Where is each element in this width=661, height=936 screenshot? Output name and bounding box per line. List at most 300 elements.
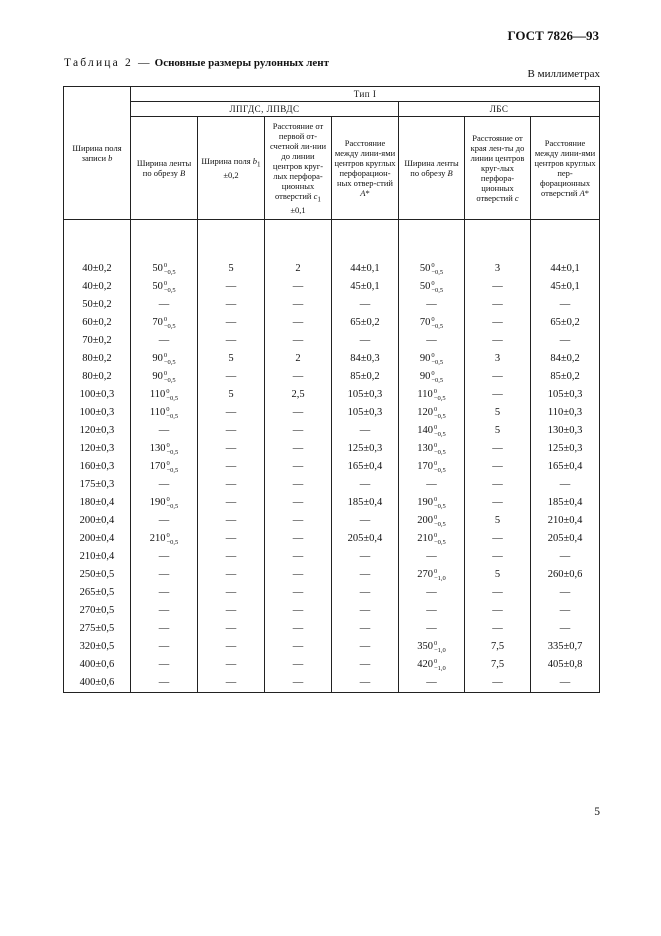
tolerance-lower: −0,5 xyxy=(163,376,176,384)
tolerance-upper: 0 xyxy=(166,496,170,504)
table-row xyxy=(64,494,600,512)
tolerance-upper: 0 xyxy=(431,316,435,324)
tolerance-limits xyxy=(431,281,443,294)
table-row xyxy=(64,350,600,368)
table-cell: 270±0,5 xyxy=(64,602,131,620)
header-col-tape-width-lbs: Ширина ленты по обрезу B xyxy=(399,117,465,220)
table-cell: — xyxy=(531,674,600,693)
table-cell: — xyxy=(465,674,531,693)
table-cell: 5 xyxy=(465,404,531,422)
table-cell: — xyxy=(265,296,332,314)
tape-dimensions-table xyxy=(63,86,600,693)
tolerance-lower: −0,5 xyxy=(431,268,444,276)
table-cell xyxy=(399,566,465,584)
tolerance-upper: 0 xyxy=(433,640,438,648)
tolerance-lower: −0,5 xyxy=(166,394,179,402)
table-cell: 400±0,6 xyxy=(64,674,131,693)
tolerance-value: 50 xyxy=(152,281,163,292)
table-cell: 175±0,3 xyxy=(64,476,131,494)
table-cell: — xyxy=(265,476,332,494)
tolerance-upper: 0 xyxy=(163,316,168,324)
table-cell: — xyxy=(131,566,198,584)
table-cell: 65±0,2 xyxy=(332,314,399,332)
table-cell xyxy=(399,494,465,512)
table-cell: 5 xyxy=(465,566,531,584)
table-cell: — xyxy=(131,656,198,674)
table-cell: 5 xyxy=(198,386,265,404)
tolerance-limits xyxy=(166,461,178,474)
table-row xyxy=(64,422,600,440)
tolerance-lower: −0,5 xyxy=(163,322,176,330)
table-row xyxy=(64,602,600,620)
tolerance-lower: −0,5 xyxy=(433,448,446,456)
tolerance-lower: −0,5 xyxy=(433,394,446,402)
tolerance-limits xyxy=(434,443,446,456)
tolerance-limits xyxy=(166,407,178,420)
table-row xyxy=(64,674,600,693)
table-cell: — xyxy=(265,494,332,512)
table-cell: — xyxy=(399,620,465,638)
table-cell: — xyxy=(465,332,531,350)
table-cell xyxy=(399,278,465,296)
table-cell: — xyxy=(399,476,465,494)
table-cell: — xyxy=(332,512,399,530)
header-group-lpgds: ЛПГДС, ЛПВДС xyxy=(131,102,399,117)
table-cell: 275±0,5 xyxy=(64,620,131,638)
table-cell xyxy=(399,368,465,386)
tolerance-limits xyxy=(431,353,443,366)
table-cell: — xyxy=(265,656,332,674)
tolerance-upper: 0 xyxy=(163,262,168,270)
table-cell: — xyxy=(198,674,265,693)
table-cell: — xyxy=(265,422,332,440)
table-cell xyxy=(399,530,465,548)
table-cell: — xyxy=(465,584,531,602)
table-cell: — xyxy=(265,458,332,476)
table-cell: — xyxy=(265,602,332,620)
tolerance-lower: −0,5 xyxy=(163,286,176,294)
table-cell: 125±0,3 xyxy=(332,440,399,458)
table-cell: — xyxy=(332,332,399,350)
table-cell: — xyxy=(399,548,465,566)
table-cell: — xyxy=(465,368,531,386)
tolerance-value: 210 xyxy=(417,533,433,544)
table-cell: 3 xyxy=(465,350,531,368)
table-cell: 185±0,4 xyxy=(332,494,399,512)
table-cell: 5 xyxy=(465,422,531,440)
table-cell: — xyxy=(198,530,265,548)
tolerance-upper: 0 xyxy=(433,568,438,576)
table-cell: 5 xyxy=(198,260,265,278)
table-cell: 50±0,2 xyxy=(64,296,131,314)
tolerance-lower: −0,5 xyxy=(431,358,444,366)
header-col-distance-a-lbs: Расстояние между лини-ями центров круглых пер-форационных отверстий A* xyxy=(531,117,600,220)
table-cell: 7,5 xyxy=(465,656,531,674)
table-cell: — xyxy=(265,368,332,386)
table-cell: 105±0,3 xyxy=(332,404,399,422)
table-cell: — xyxy=(265,512,332,530)
table-cell: — xyxy=(131,476,198,494)
table-cell xyxy=(131,386,198,404)
table-cell: 110±0,3 xyxy=(531,404,600,422)
header-col-field-width: Ширина поля $b_1 \pm 0,2$ xyxy=(198,117,265,220)
document-code: ГОСТ 7826—93 xyxy=(507,28,599,43)
tolerance-lower: −1,0 xyxy=(433,574,446,582)
table-cell: 45±0,1 xyxy=(332,278,399,296)
table-cell: — xyxy=(465,494,531,512)
table-cell xyxy=(399,404,465,422)
table-cell xyxy=(399,422,465,440)
table-cell: — xyxy=(198,620,265,638)
table-cell: — xyxy=(131,620,198,638)
table-cell: — xyxy=(198,494,265,512)
table-cell: — xyxy=(332,638,399,656)
table-row xyxy=(64,332,600,350)
table-cell: 105±0,3 xyxy=(531,386,600,404)
tolerance-lower: −0,5 xyxy=(166,412,179,420)
table-cell: — xyxy=(198,314,265,332)
table-cell: — xyxy=(198,332,265,350)
tolerance-value: 170 xyxy=(417,461,433,472)
table-cell: — xyxy=(465,476,531,494)
table-cell: 2,5 xyxy=(265,386,332,404)
tolerance-lower: −0,5 xyxy=(433,430,446,438)
table-row xyxy=(64,566,600,584)
table-cell: — xyxy=(265,278,332,296)
table-row xyxy=(64,296,600,314)
table-cell: 120±0,3 xyxy=(64,440,131,458)
table-cell: — xyxy=(198,422,265,440)
table-row xyxy=(64,620,600,638)
table-cell: 100±0,3 xyxy=(64,404,131,422)
tolerance-upper: 0 xyxy=(166,406,170,414)
table-cell xyxy=(399,260,465,278)
tolerance-lower: −0,5 xyxy=(166,538,179,546)
tolerance-upper: 0 xyxy=(431,262,435,270)
tolerance-value: 110 xyxy=(149,389,166,400)
table-cell xyxy=(131,530,198,548)
table-cell: 120±0,3 xyxy=(64,422,131,440)
table-cell xyxy=(131,404,198,422)
table-cell: — xyxy=(265,332,332,350)
table-cell: — xyxy=(531,548,600,566)
tolerance-lower: −1,0 xyxy=(433,664,446,672)
table-cell: — xyxy=(332,548,399,566)
table-cell: 85±0,2 xyxy=(531,368,600,386)
tolerance-limits xyxy=(434,533,446,546)
header-type: Тип I xyxy=(131,87,600,102)
table-cell: — xyxy=(465,440,531,458)
table-cell: 210±0,4 xyxy=(531,512,600,530)
tolerance-upper: 0 xyxy=(431,370,435,378)
table-cell: 185±0,4 xyxy=(531,494,600,512)
table-cell: — xyxy=(399,332,465,350)
table-cell: 5 xyxy=(465,512,531,530)
table-body xyxy=(64,220,600,693)
table-cell: — xyxy=(332,422,399,440)
table-cell xyxy=(399,314,465,332)
table-cell xyxy=(399,458,465,476)
table-cell: 200±0,4 xyxy=(64,512,131,530)
tolerance-limits xyxy=(166,533,178,546)
table-cell: — xyxy=(465,458,531,476)
table-cell: 3 xyxy=(465,260,531,278)
table-cell: 2 xyxy=(265,260,332,278)
table-row xyxy=(64,458,600,476)
table-row xyxy=(64,476,600,494)
table-cell: — xyxy=(198,548,265,566)
table-cell: — xyxy=(465,314,531,332)
tolerance-limits xyxy=(434,515,446,528)
table-cell: 84±0,3 xyxy=(332,350,399,368)
table-cell: — xyxy=(332,566,399,584)
table-cell xyxy=(131,440,198,458)
table-cell: 44±0,1 xyxy=(332,260,399,278)
tolerance-value: 140 xyxy=(417,425,433,436)
tolerance-limits xyxy=(166,497,178,510)
tolerance-limits xyxy=(431,371,443,384)
table-cell: 205±0,4 xyxy=(332,530,399,548)
table-cell: 7,5 xyxy=(465,638,531,656)
table-cell: 65±0,2 xyxy=(531,314,600,332)
tolerance-lower: −0,5 xyxy=(166,466,179,474)
tolerance-value: 90 xyxy=(419,371,431,382)
table-row xyxy=(64,314,600,332)
tolerance-value: 120 xyxy=(417,407,433,418)
tolerance-value: 110 xyxy=(417,389,433,400)
tolerance-lower: −1,0 xyxy=(433,646,446,654)
table-cell: — xyxy=(465,296,531,314)
tolerance-value: 110 xyxy=(149,407,166,418)
tolerance-upper: 0 xyxy=(431,352,435,360)
table-cell xyxy=(131,314,198,332)
table-cell: — xyxy=(131,422,198,440)
tolerance-limits xyxy=(164,281,176,294)
table-cell: 125±0,3 xyxy=(531,440,600,458)
table-cell: 400±0,6 xyxy=(64,656,131,674)
table-cell: — xyxy=(198,476,265,494)
tolerance-lower: −0,5 xyxy=(431,376,444,384)
table-cell: 180±0,4 xyxy=(64,494,131,512)
tolerance-upper: 0 xyxy=(163,352,168,360)
table-cell: 2 xyxy=(265,350,332,368)
tolerance-limits xyxy=(164,353,176,366)
table-cell: 44±0,1 xyxy=(531,260,600,278)
tolerance-lower: −0,5 xyxy=(433,466,446,474)
table-cell xyxy=(131,494,198,512)
tolerance-limits xyxy=(431,317,443,330)
tolerance-value: 70 xyxy=(419,317,431,328)
header-group-lbs: ЛБС xyxy=(399,102,600,117)
table-cell: — xyxy=(265,314,332,332)
tolerance-limits xyxy=(434,641,446,654)
table-row xyxy=(64,260,600,278)
table-cell: 265±0,5 xyxy=(64,584,131,602)
table-cell: — xyxy=(265,440,332,458)
table-cell: — xyxy=(131,296,198,314)
tolerance-upper: 0 xyxy=(163,370,168,378)
table-cell: 105±0,3 xyxy=(332,386,399,404)
tolerance-value: 90 xyxy=(419,353,431,364)
table-cell: — xyxy=(198,440,265,458)
table-cell: — xyxy=(399,296,465,314)
table-cell xyxy=(131,368,198,386)
table-cell: — xyxy=(198,638,265,656)
table-cell: — xyxy=(265,620,332,638)
table-cell: — xyxy=(465,602,531,620)
table-cell: — xyxy=(131,548,198,566)
table-cell: 165±0,4 xyxy=(531,458,600,476)
table-cell: — xyxy=(265,566,332,584)
table-cell: — xyxy=(198,368,265,386)
table-cell: — xyxy=(332,584,399,602)
table-cell: — xyxy=(131,638,198,656)
table-row xyxy=(64,656,600,674)
table-cell xyxy=(399,440,465,458)
tolerance-upper: 0 xyxy=(433,406,438,414)
table-cell: — xyxy=(131,332,198,350)
table-cell: — xyxy=(531,602,600,620)
page-number: 5 xyxy=(594,806,600,818)
table-row xyxy=(64,584,600,602)
table-cell xyxy=(399,512,465,530)
tolerance-value: 70 xyxy=(152,317,163,328)
table-cell: — xyxy=(465,530,531,548)
table-cell: — xyxy=(399,674,465,693)
table-cell xyxy=(399,350,465,368)
table-cell: — xyxy=(399,602,465,620)
tolerance-upper: 0 xyxy=(163,280,168,288)
table-cell: — xyxy=(198,584,265,602)
table-cell: — xyxy=(531,476,600,494)
tolerance-lower: −0,5 xyxy=(433,520,446,528)
table-cell: — xyxy=(332,296,399,314)
table-cell: 250±0,5 xyxy=(64,566,131,584)
table-cell: — xyxy=(531,296,600,314)
table-cell: 320±0,5 xyxy=(64,638,131,656)
table-cell: — xyxy=(531,620,600,638)
table-cell: — xyxy=(465,620,531,638)
tolerance-value: 130 xyxy=(417,443,433,454)
tolerance-upper: 0 xyxy=(166,460,170,468)
table-row xyxy=(64,512,600,530)
table-cell: 100±0,3 xyxy=(64,386,131,404)
tolerance-value: 270 xyxy=(417,569,433,580)
tolerance-limits xyxy=(434,569,446,582)
table-cell: 5 xyxy=(198,350,265,368)
table-row xyxy=(64,278,600,296)
tolerance-upper: 0 xyxy=(166,388,170,396)
table-cell xyxy=(131,350,198,368)
table-cell: 260±0,6 xyxy=(531,566,600,584)
tolerance-lower: −0,5 xyxy=(166,448,179,456)
tolerance-limits xyxy=(166,389,178,402)
table-cell: — xyxy=(265,638,332,656)
tolerance-value: 90 xyxy=(152,371,163,382)
tolerance-lower: −0,5 xyxy=(166,502,179,510)
tolerance-upper: 0 xyxy=(433,424,438,432)
tolerance-value: 420 xyxy=(417,659,433,670)
table-cell: — xyxy=(198,458,265,476)
tolerance-value: 90 xyxy=(152,353,163,364)
tolerance-limits xyxy=(434,659,446,672)
tolerance-limits xyxy=(434,389,446,402)
table-cell: 210±0,4 xyxy=(64,548,131,566)
table-cell: 80±0,2 xyxy=(64,350,131,368)
table-cell: — xyxy=(465,278,531,296)
table-cell: — xyxy=(198,566,265,584)
tolerance-limits xyxy=(434,497,446,510)
tolerance-value: 170 xyxy=(149,461,166,472)
table-cell: 160±0,3 xyxy=(64,458,131,476)
table-cell: — xyxy=(198,602,265,620)
table-row xyxy=(64,440,600,458)
tolerance-lower: −0,5 xyxy=(163,268,176,276)
tolerance-upper: 0 xyxy=(433,658,438,666)
tolerance-value: 190 xyxy=(417,497,433,508)
tolerance-upper: 0 xyxy=(433,532,438,540)
table-cell: — xyxy=(265,674,332,693)
header-record-field-width: Ширина поля записи b xyxy=(64,87,131,220)
table-cell: 80±0,2 xyxy=(64,368,131,386)
tolerance-lower: −0,5 xyxy=(431,286,444,294)
units-note: В миллиметрах xyxy=(527,68,600,80)
table-cell: 335±0,7 xyxy=(531,638,600,656)
tolerance-limits xyxy=(164,263,176,276)
table-spacer-row xyxy=(64,220,600,261)
tolerance-lower: −0,5 xyxy=(433,538,446,546)
tolerance-limits xyxy=(431,263,443,276)
table-cell: — xyxy=(332,476,399,494)
tolerance-lower: −0,5 xyxy=(433,412,446,420)
table-cell: — xyxy=(198,512,265,530)
table-cell xyxy=(131,458,198,476)
table-cell: — xyxy=(131,512,198,530)
tolerance-upper: 0 xyxy=(433,460,438,468)
table-cell: 205±0,4 xyxy=(531,530,600,548)
table-cell: 405±0,8 xyxy=(531,656,600,674)
table-cell: — xyxy=(265,530,332,548)
table-cell: 45±0,1 xyxy=(531,278,600,296)
table-cell: — xyxy=(198,404,265,422)
table-row xyxy=(64,386,600,404)
tolerance-limits xyxy=(434,461,446,474)
table-cell: 60±0,2 xyxy=(64,314,131,332)
table-cell: 40±0,2 xyxy=(64,278,131,296)
table-cell xyxy=(131,260,198,278)
table-caption-title: Основные размеры рулонных лент xyxy=(154,57,330,69)
table-cell: 70±0,2 xyxy=(64,332,131,350)
tolerance-upper: 0 xyxy=(166,442,170,450)
table-cell: — xyxy=(332,674,399,693)
header-col-distance-a: Расстояние между лини-ями центров круглых перфорацион-ных отвер-стий A* xyxy=(332,117,399,220)
table-cell xyxy=(131,278,198,296)
table-cell: — xyxy=(465,548,531,566)
table-cell: — xyxy=(198,278,265,296)
tolerance-limits xyxy=(166,443,178,456)
tolerance-limits xyxy=(434,407,446,420)
tolerance-upper: 0 xyxy=(433,442,438,450)
table-cell: — xyxy=(465,386,531,404)
tolerance-lower: −0,5 xyxy=(433,502,446,510)
table-row xyxy=(64,530,600,548)
tolerance-value: 350 xyxy=(417,641,433,652)
tolerance-upper: 0 xyxy=(433,388,438,396)
table-cell: — xyxy=(265,548,332,566)
table-cell: 200±0,4 xyxy=(64,530,131,548)
table-cell: 84±0,2 xyxy=(531,350,600,368)
tolerance-upper: 0 xyxy=(431,280,435,288)
